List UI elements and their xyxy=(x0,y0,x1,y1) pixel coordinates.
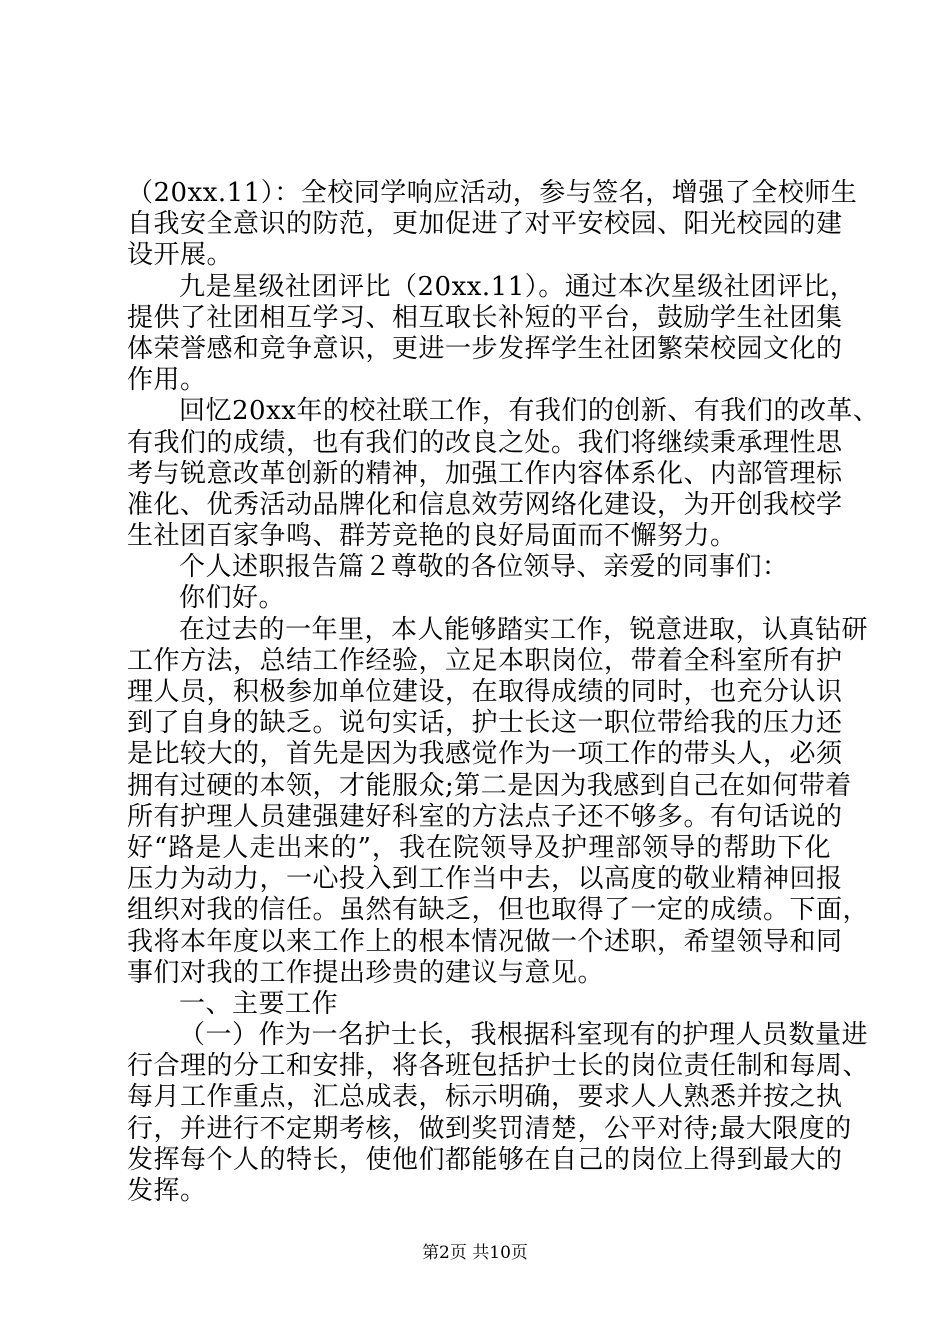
text-line: 理人员，积极参加单位建设，在取得成绩的同时，也充分认识 xyxy=(127,677,843,707)
paragraph xyxy=(127,178,858,272)
text-line: 发挥。 xyxy=(127,1176,207,1206)
text-line: 压力为动力，一心投入到工作当中去，以高度的敬业精神回报 xyxy=(127,864,843,895)
text-line: 到了自身的缺乏。说句实话，护士长这一职位带给我的压力还 xyxy=(127,708,843,739)
paragraph xyxy=(127,1020,870,1207)
text-line: 设开展。 xyxy=(127,240,234,271)
text-line: 生社团百家争鸣、群芳竞艳的良好局面而不懈努力。 xyxy=(127,521,737,552)
text-line: 自我安全意识的防范，更加促进了对平安校园、阳光校园的建 xyxy=(127,209,843,240)
text-line: 个人述职报告篇２尊敬的各位领导、亲爱的同事们： xyxy=(179,552,789,583)
page-number-footer: 第2页 共10页 xyxy=(422,1243,528,1263)
text-line: 有我们的成绩，也有我们的改良之处。我们将继续秉承理性思 xyxy=(127,427,843,458)
text-line: 每月工作重点，汇总成表，标示明确，要求人人熟悉并按之执 xyxy=(127,1082,843,1113)
text-line: 体荣誉感和竞争意识，更进一步发挥学生社团繁荣校园文化的 xyxy=(127,333,843,364)
text-line: 行合理的分工和安排，将各班包括护士长的岗位责任制和每周、 xyxy=(127,1051,870,1082)
paragraph xyxy=(127,271,857,397)
text-line: 拥有过硬的本领，才能服众;第二是因为我感到自己在如何带着 xyxy=(127,770,852,801)
text-line: （一）作为一名护士长，我根据科室现有的护理人员数量进 xyxy=(179,1020,869,1051)
text-line: 事们对我的工作提出珍贵的建议与意见。 xyxy=(127,957,605,988)
text-line: 组织对我的信任。虽然有缺乏，但也取得了一定的成绩。下面， xyxy=(127,895,870,926)
document-body xyxy=(127,178,880,1207)
text-line: 九是星级社团评比（20xx.11）。通过本次星级社团评比， xyxy=(179,271,857,302)
text-line: 行，并进行不定期考核，做到奖罚清楚，公平对待;最大限度的 xyxy=(127,1113,852,1144)
paragraph xyxy=(127,396,880,552)
text-line: 好“路是人走出来的”，我在院领导及护理部领导的帮助下化 xyxy=(127,832,831,863)
text-line: 是比较大的，首先是因为我感觉作为一项工作的带头人，必须 xyxy=(127,739,843,770)
text-line: 回忆20xx年的校社联工作，有我们的创新、有我们的改革、 xyxy=(179,396,880,427)
text-line: 你们好。 xyxy=(179,583,286,614)
paragraph xyxy=(127,552,831,583)
text-line: 准化、优秀活动品牌化和信息效劳网络化建设，为开创我校学 xyxy=(127,489,843,520)
text-line: （20xx.11）：全校同学响应活动，参与签名，增强了全校师生 xyxy=(127,178,858,208)
text-line: 工作方法，总结工作经验，立足本职岗位，带着全科室所有护 xyxy=(127,645,843,676)
text-line: 考与锐意改革创新的精神，加强工作内容体系化、内部管理标 xyxy=(127,458,843,489)
paragraph xyxy=(127,614,870,989)
section-heading xyxy=(127,989,831,1020)
text-line: 我将本年度以来工作上的根本情况做一个述职，希望领导和同 xyxy=(127,926,843,957)
text-line: 作用。 xyxy=(127,365,207,396)
text-line: 在过去的一年里，本人能够踏实工作，锐意进取，认真钻研 xyxy=(179,614,869,645)
paragraph xyxy=(127,583,831,614)
text-line: 所有护理人员建强建好科室的方法点子还不够多。有句话说的 xyxy=(127,801,843,832)
text-line: 提供了社团相互学习、相互取长补短的平台，鼓励学生社团集 xyxy=(127,302,843,333)
text-line: 一、主要工作 xyxy=(179,988,339,1019)
text-line: 发挥每个人的特长，使他们都能够在自己的岗位上得到最大的 xyxy=(127,1144,843,1175)
